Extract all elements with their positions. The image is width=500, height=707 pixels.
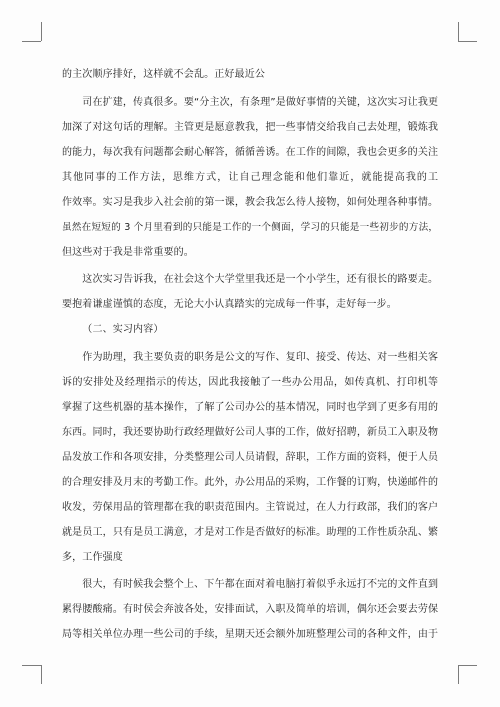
body-line-23: 局等相关单位办理一些公司的手续，星期天还会额外加班整理公司的各种文件，由于 xyxy=(62,629,438,640)
crop-mark-line xyxy=(458,665,477,666)
body-line-02: 司在扩建，传真很多。要“分主次，有条理”是做好事情的关键，这次实习让我更 xyxy=(82,96,438,108)
body-line-12: 作为助理，我主要负责的职务是公文的写作、复印、接受、传达、对一些相关客 xyxy=(82,351,438,363)
crop-mark-line xyxy=(22,665,41,666)
body-line-18: 收发，劳保用品的管理都在我的职责范围内。主管说过，在人力行政部，我们的客户 xyxy=(62,501,438,513)
crop-mark-line xyxy=(22,41,41,42)
body-line-07: 虽然在短短的 3 个月里看到的只能是工作的一个侧面，学习的只能是一些初步的方法， xyxy=(62,221,438,233)
body-line-01: 的主次顺序排好，这样就不会乱。正好最近公 xyxy=(62,69,265,80)
crop-mark-line xyxy=(41,665,42,684)
body-line-16: 品发放工作和各项安排，分类整理公司人员请假，辞职，工作方面的资料，便于人员 xyxy=(62,451,438,463)
body-line-14: 掌握了这些机器的基本操作，了解了公司办公的基本情况，同时也学到了更多有用的 xyxy=(62,401,438,413)
crop-mark-line xyxy=(458,41,477,42)
body-line-09: 这次实习告诉我，在社会这个大学堂里我还是一个小学生，还有很长的路要走。 xyxy=(82,274,438,285)
crop-mark-line xyxy=(458,665,459,684)
body-line-19: 就是员工，只有是员工满意，才是对工作是否做好的标准。助理的工作性质杂乱、繁 xyxy=(62,526,438,538)
body-line-15: 东西。同时，我还要协助行政经理做好公司人事的工作，做好招聘，新员工入职及物 xyxy=(62,426,438,438)
body-line-03: 加深了对这句话的理解。主管更是愿意教我，把一些事情交给我自己去处理，锻炼我 xyxy=(62,121,438,133)
body-text xyxy=(62,62,438,647)
body-line-06: 作效率。实习是我步入社会前的第一课，教会我怎么待人接物，如何处理各种事情。 xyxy=(62,196,438,208)
body-line-17: 的合理安排及月末的考勤工作。此外，办公用品的采购，工作餐的订购，快递邮件的 xyxy=(62,476,438,488)
body-line-05: 其他同事的工作方法，思维方式，让自己理念能和他们靠近，就能提高我的工 xyxy=(62,171,438,183)
crop-mark-line xyxy=(458,22,459,41)
body-line-13: 诉的安排处及经理指示的传达，因此我接触了一些办公用品，如传真机、打印机等 xyxy=(62,376,438,388)
body-line-10: 要抱着谦虚谨慎的态度，无论大小认真踏实的完成每一件事，走好每一步。 xyxy=(62,299,397,310)
body-line-08: 但这些对于我是非常重要的。 xyxy=(62,246,194,258)
body-line-20: 多，工作强度 xyxy=(62,551,123,563)
body-line-22: 累得腰酸痛。有时侯会奔波各处，安排面试，入职及简单的培训，偶尔还会要去劳保 xyxy=(62,604,438,615)
crop-mark-line xyxy=(41,22,42,41)
body-line-21: 很大，有时候我会整个上、下午都在面对着电脑打着似乎永远打不完的文件直到 xyxy=(82,579,438,590)
body-line-04: 的能力，每次我有问题都会耐心解答，循循善诱。在工作的间隙，我也会更多的关注 xyxy=(62,146,438,158)
section-heading: （二、实习内容） xyxy=(82,324,164,335)
